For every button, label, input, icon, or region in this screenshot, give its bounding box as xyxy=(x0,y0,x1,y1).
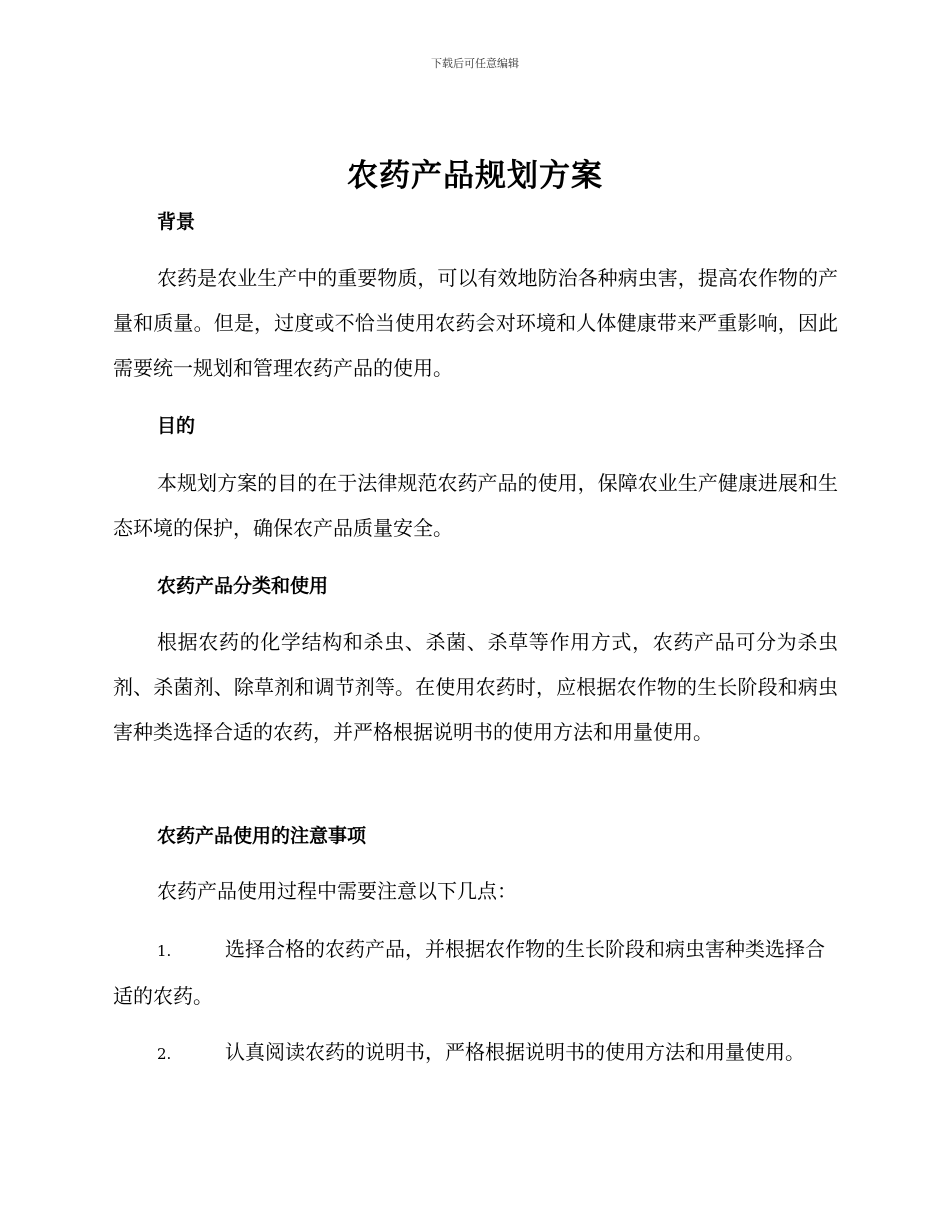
list-item-text: 认真阅读农药的说明书，严格根据说明书的使用方法和用量使用。 xyxy=(225,1040,805,1064)
paragraph-purpose: 本规划方案的目的在于法律规范农药产品的使用，保障农业生产健康进展和生态环境的保护，确保农产品质量安全。 xyxy=(113,471,838,540)
section-heading-background: 背景 xyxy=(157,211,196,233)
list-item xyxy=(113,927,838,1019)
list-item-text: 选择合格的农药产品，并根据农作物的生长阶段和病虫害种类选择合适的农药。 xyxy=(113,937,825,1008)
section-heading-purpose: 目的 xyxy=(157,415,196,437)
paragraph-background: 农药是农业生产中的重要物质，可以有效地防治各种病虫害，提高农作物的产量和质量。但是，过度或不恰当使用农药会对环境和人体健康带来严重影响，因此需要统一规划和管理农药产品的使用。 xyxy=(113,266,838,380)
section-heading-classification: 农药产品分类和使用 xyxy=(157,575,329,597)
page-header-note: 下载后可任意编辑 xyxy=(431,57,519,70)
list-item xyxy=(113,1030,838,1077)
list-number: 2. xyxy=(157,1045,172,1063)
document-title: 农药产品规划方案 xyxy=(347,158,603,194)
paragraph-classification: 根据农药的化学结构和杀虫、杀菌、杀草等作用方式，农药产品可分为杀虫剂、杀菌剂、除草剂和调节剂等。在使用农药时，应根据农作物的生长阶段和病虫害种类选择合适的农药，并严格根据说明书的使用方法和用量使用。 xyxy=(113,630,838,744)
list-number: 1. xyxy=(157,942,172,960)
paragraph-precautions-intro: 农药产品使用过程中需要注意以下几点： xyxy=(157,879,517,903)
section-heading-precautions: 农药产品使用的注意事项 xyxy=(157,825,367,847)
